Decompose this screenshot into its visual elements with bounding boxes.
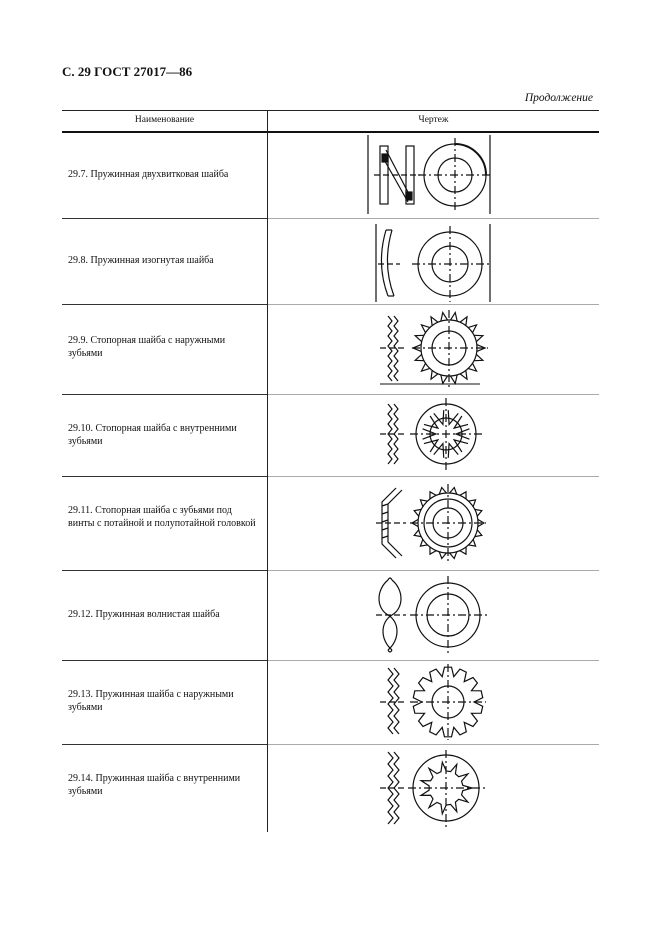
table-row	[62, 304, 599, 394]
page-header: С. 29 ГОСТ 27017—86	[62, 64, 193, 79]
washers-table	[62, 110, 599, 832]
continuation-label: Продолжение	[524, 92, 593, 104]
row-name: 29.14. Пружинная шайба с внутренними зубьями	[68, 773, 241, 797]
table-row	[62, 132, 599, 218]
table-row	[62, 394, 599, 476]
external-tooth-spring-washer-icon	[268, 660, 599, 744]
external-tooth-lock-washer-icon	[268, 304, 599, 394]
row-name: 29.8. Пружинная изогнутая шайба	[68, 255, 214, 266]
wave-spring-washer-icon	[268, 570, 599, 660]
column-header-name: Наименование	[134, 115, 195, 125]
table-row	[62, 570, 599, 660]
row-name: 29.12. Пружинная волнистая шайба	[68, 609, 220, 620]
double-coil-spring-washer-icon	[268, 132, 599, 218]
row-name: 29.11. Стопорная шайба с зубьями под винты с потайной и полупотайной головкой	[68, 505, 256, 529]
curved-spring-washer-icon	[268, 218, 599, 304]
column-header-drawing: Чертеж	[418, 115, 449, 125]
table-row	[62, 660, 599, 744]
row-name: 29.10. Стопорная шайба с внутренними зубьями	[68, 423, 237, 447]
table-row	[62, 744, 599, 832]
row-name: 29.13. Пружинная шайба с наружными зубьями	[68, 689, 234, 713]
table-row	[62, 218, 599, 304]
table-row	[62, 476, 599, 570]
internal-tooth-spring-washer-icon	[268, 744, 599, 832]
countersunk-tooth-lock-washer-icon	[268, 476, 599, 570]
row-name: 29.7. Пружинная двухвитковая шайба	[68, 169, 229, 180]
table-top-rule	[62, 110, 599, 111]
internal-tooth-lock-washer-icon	[268, 394, 599, 476]
row-name: 29.9. Стопорная шайба с наружными зубьями	[68, 335, 226, 359]
